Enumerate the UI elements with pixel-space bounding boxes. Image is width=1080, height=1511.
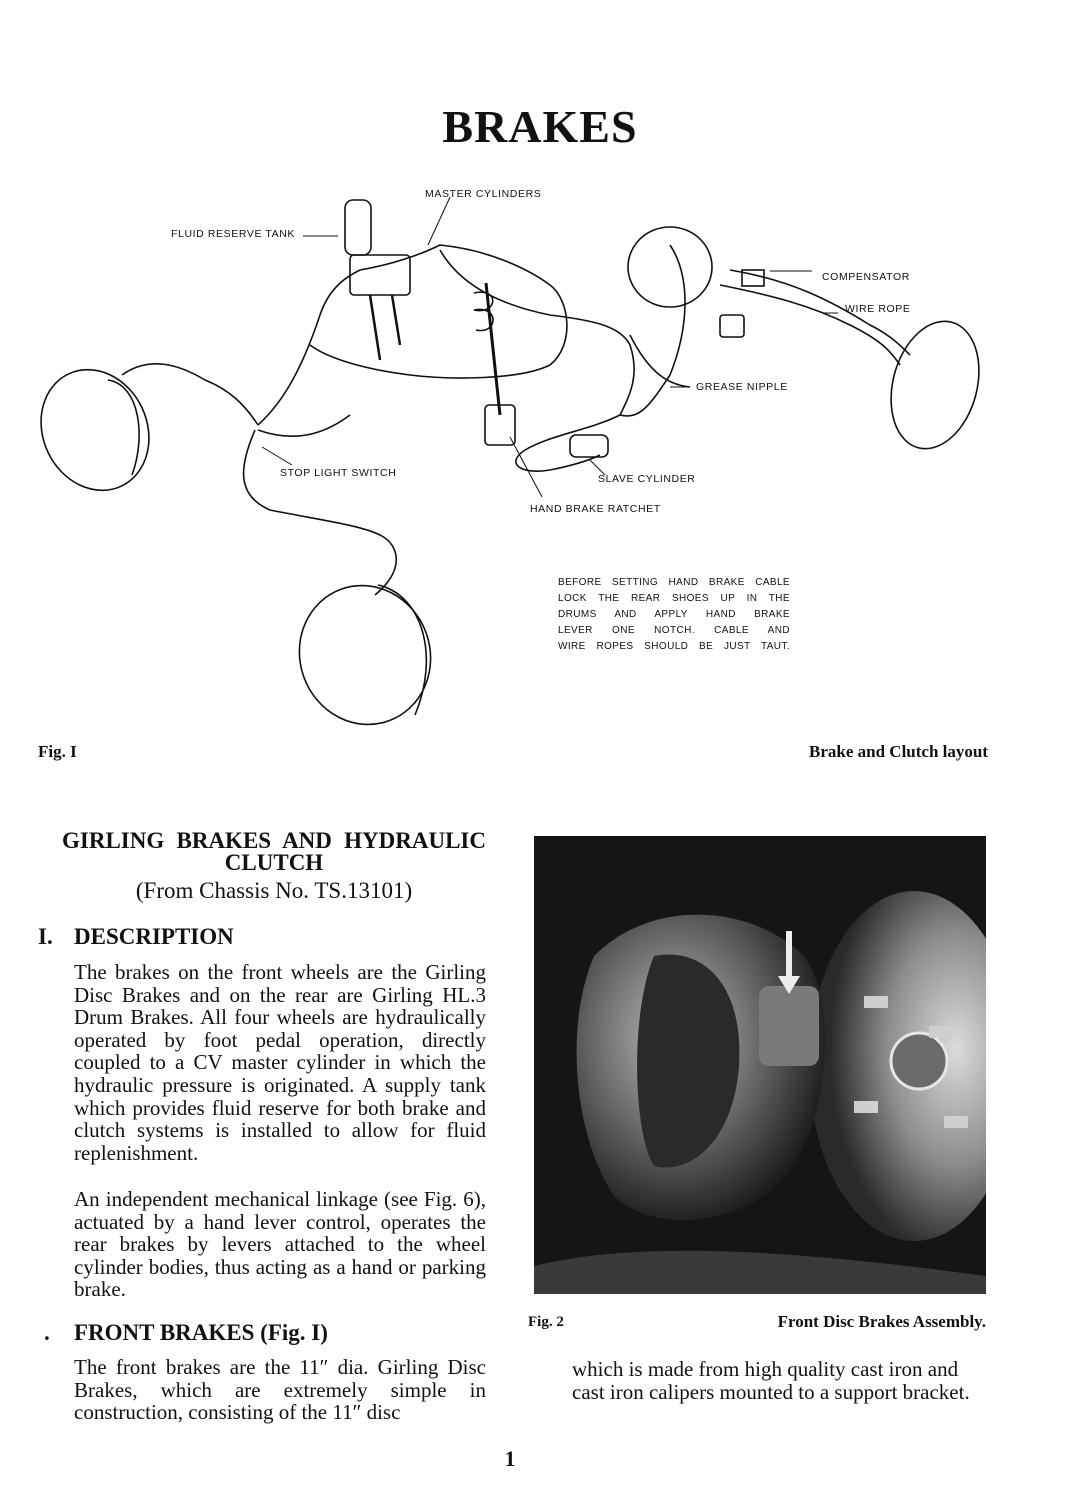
photo-illustration	[534, 836, 986, 1294]
note-line: WIRE ROPES SHOULD BE JUST TAUT.	[558, 641, 790, 652]
front-brakes-number: .	[44, 1320, 50, 1345]
fig1-caption: Brake and Clutch layout	[809, 742, 988, 761]
fig1-number: Fig. I	[38, 742, 77, 761]
section-subheading: (From Chassis No. TS.13101)	[135, 878, 413, 903]
front-disc-brake-photo	[534, 836, 986, 1294]
label-compensator: COMPENSATOR	[822, 271, 910, 283]
label-master-cylinders: MASTER CYLINDERS	[425, 188, 542, 200]
section-heading-line1: GIRLING BRAKES AND HYDRAULIC	[62, 828, 486, 853]
section-heading-line2: CLUTCH	[224, 850, 324, 875]
label-wire-rope: WIRE ROPE	[845, 303, 911, 315]
label-slave-cylinder: SLAVE CYLINDER	[598, 473, 696, 485]
fig2-number: Fig. 2	[528, 1314, 564, 1330]
front-left-wheel	[30, 352, 168, 508]
note-line: LOCK THE REAR SHOES UP IN THE	[558, 593, 790, 604]
description-paragraph-2: An independent mechanical linkage (see Fig. 6), actuated by a hand lever control, operates the rear brakes by levers attached to the wheel cylinder bodies, thus acting as a hand or parking brake.	[74, 1187, 486, 1302]
hand-brake-cable-note	[558, 575, 790, 655]
front-brakes-title: FRONT BRAKES (Fig. I)	[74, 1320, 328, 1345]
note-line: BEFORE SETTING HAND BRAKE CABLE	[558, 577, 790, 588]
rear-right-wheel	[878, 311, 990, 458]
note-line: DRUMS AND APPLY HAND BRAKE	[558, 609, 790, 620]
front-right-wheel	[628, 227, 712, 307]
label-hand-brake-ratchet: HAND BRAKE RATCHET	[530, 503, 661, 515]
front-brakes-paragraph: The front brakes are the 11″ dia. Girling Disc Brakes, which are extremely simple in construction, consisting of the 11″ disc	[74, 1355, 486, 1425]
label-stop-light-switch: STOP LIGHT SWITCH	[280, 467, 397, 479]
rear-left-wheel	[280, 567, 450, 735]
right-column-paragraph: which is made from high quality cast iron and cast iron calipers mounted to a support bracket.	[572, 1357, 970, 1404]
description-title: DESCRIPTION	[74, 924, 234, 949]
fig2-caption: Front Disc Brakes Assembly.	[777, 1312, 986, 1331]
page-title: BRAKES	[442, 101, 638, 152]
label-fluid-reserve-tank: FLUID RESERVE TANK	[171, 228, 295, 240]
page-number: 1	[504, 1446, 516, 1471]
brake-clutch-layout-diagram	[30, 175, 990, 735]
description-number: I.	[38, 924, 53, 949]
diagram-lines	[30, 175, 990, 735]
description-paragraph-1: The brakes on the front wheels are the Girling Disc Brakes and on the rear are Girling HL.3 Drum Brakes. All four wheels are hydraulically operated by foot pedal operation, directly coupled to a CV master cylinder in which the hydraulic pressure is originated. A supply tank which provides fluid reserve for both brake and clutch systems is installed to allow for fluid replenishment.	[74, 960, 486, 1165]
note-line: LEVER ONE NOTCH. CABLE AND	[558, 625, 790, 636]
label-grease-nipple: GREASE NIPPLE	[696, 381, 788, 393]
